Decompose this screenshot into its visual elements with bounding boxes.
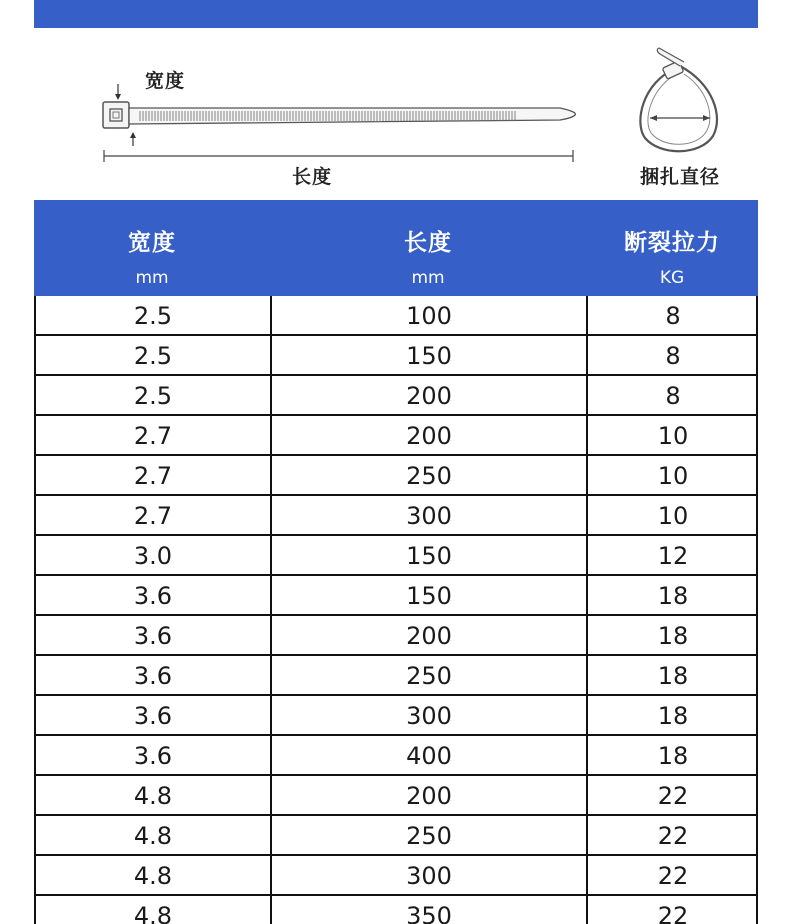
cell-width: 4.8: [36, 816, 272, 854]
cell-length: 250: [272, 816, 588, 854]
tie-strap: [129, 108, 575, 124]
header-col-width: [34, 200, 270, 296]
bundle-diameter-label: 捆扎直径: [640, 166, 721, 188]
cell-width: 4.8: [36, 896, 272, 924]
cell-length: 250: [272, 656, 588, 694]
table-row: [36, 456, 756, 496]
table-row: [36, 336, 756, 376]
cell-width: 3.0: [36, 536, 272, 574]
cell-tensile: 18: [657, 742, 689, 770]
header-unit: KG: [659, 268, 685, 288]
table-row: [36, 736, 756, 776]
cell-tensile: 10: [657, 462, 689, 490]
cell-length: 200: [272, 416, 588, 454]
table-row: [36, 296, 756, 336]
cell-length: 250: [272, 456, 588, 494]
cell-length: 150: [272, 336, 588, 374]
cell-length: 200: [272, 376, 588, 414]
cell-width: 4.8: [36, 776, 272, 814]
table-header: [34, 200, 758, 296]
cell-tensile: 8: [665, 342, 681, 370]
length-label: 长度: [292, 166, 333, 188]
table-row: [36, 856, 756, 896]
cell-width: 2.5: [36, 336, 272, 374]
cell-width: 3.6: [36, 736, 272, 774]
cell-tensile: 18: [657, 622, 689, 650]
table-row: [36, 616, 756, 656]
cell-length: 200: [272, 616, 588, 654]
cell-tensile: 18: [657, 662, 689, 690]
cell-length: 300: [272, 496, 588, 534]
table-row: [36, 656, 756, 696]
table-row: [36, 896, 756, 924]
table-row: [36, 376, 756, 416]
cell-tensile: 22: [657, 862, 689, 890]
cell-length: 150: [272, 536, 588, 574]
header-unit: mm: [135, 268, 169, 288]
header-col-tensile: [586, 200, 758, 296]
width-label: 宽度: [145, 70, 186, 92]
cell-width: 2.7: [36, 416, 272, 454]
cell-length: 200: [272, 776, 588, 814]
cell-width: 3.6: [36, 616, 272, 654]
cell-width: 2.5: [36, 376, 272, 414]
cell-tensile: 18: [657, 582, 689, 610]
table-row: [36, 776, 756, 816]
cell-length: 300: [272, 856, 588, 894]
cell-width: 2.7: [36, 496, 272, 534]
table-row: [36, 696, 756, 736]
header-title: 断裂拉力: [624, 230, 720, 256]
cell-width: 3.6: [36, 576, 272, 614]
cell-tensile: 22: [657, 902, 689, 924]
cell-width: 4.8: [36, 856, 272, 894]
cell-tensile: 8: [665, 302, 681, 330]
tie-loop: [640, 66, 717, 151]
tie-head: [103, 102, 129, 128]
cell-tensile: 10: [657, 422, 689, 450]
table-row: [36, 496, 756, 536]
cell-length: 150: [272, 576, 588, 614]
header-unit: mm: [411, 268, 445, 288]
table-row: [36, 416, 756, 456]
cell-length: 350: [272, 896, 588, 924]
spec-table-body: [34, 296, 758, 924]
cell-tensile: 10: [657, 502, 689, 530]
cell-length: 300: [272, 696, 588, 734]
cell-tensile: 22: [657, 822, 689, 850]
cell-tensile: 22: [657, 782, 689, 810]
cell-tensile: 18: [657, 702, 689, 730]
cell-tensile: 8: [665, 382, 681, 410]
header-title: 长度: [404, 230, 452, 256]
cell-width: 2.5: [36, 296, 272, 334]
cell-length: 400: [272, 736, 588, 774]
cell-width: 3.6: [36, 696, 272, 734]
cell-width: 3.6: [36, 656, 272, 694]
cell-tensile: 12: [657, 542, 689, 570]
header-col-length: [270, 200, 586, 296]
header-title: 宽度: [128, 230, 176, 256]
table-row: [36, 536, 756, 576]
cable-tie-diagram: [0, 28, 790, 198]
table-row: [36, 576, 756, 616]
table-row: [36, 816, 756, 856]
top-blue-band: [34, 0, 758, 28]
cell-width: 2.7: [36, 456, 272, 494]
cell-length: 100: [272, 296, 588, 334]
